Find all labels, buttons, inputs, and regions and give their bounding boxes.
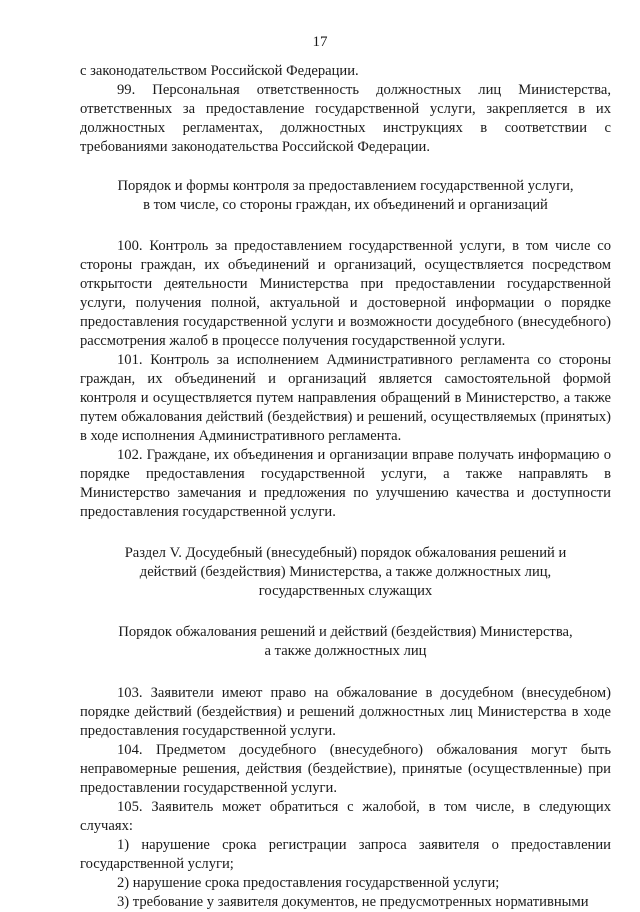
paragraph-100: 100. Контроль за предоставлением государственной услуги, в том числе со стороны граждан, их объединений и организаций, осуществляется посредством открытости деятельности Министерства при предоставлении государственной услуги, получения полной, актуальной и достоверной информации о порядке предоставления государственной услуги и возможности досудебного (внесудебного) рассмотрения жалоб в процессе получения государственной услуги. bbox=[80, 238, 611, 349]
paragraph-105: 105. Заявитель может обратиться с жалобой, в том числе, в следующих случаях: bbox=[80, 799, 611, 834]
list-item-1: 1) нарушение срока регистрации запроса заявителя о предоставлении государственной услуги; bbox=[80, 837, 611, 872]
list-item-2: 2) нарушение срока предоставления государственной услуги; bbox=[117, 875, 500, 891]
paragraph-103: 103. Заявители имеют право на обжалование в досудебном (внесудебном) порядке действий (бездействия) и решений должностных лиц Министерства в ходе предоставления государственной услуги. bbox=[80, 685, 611, 739]
paragraph-continuation: с законодательством Российской Федерации. bbox=[80, 63, 359, 79]
paragraph-99: 99. Персональная ответственность должностных лиц Министерства, ответственных за предоставление государственной услуги, закрепляется в их должностных регламентах, должностных инструкциях в соответствии с требованиями законодательства Российской Федерации. bbox=[80, 82, 611, 155]
list-item-3: 3) требование у заявителя документов, не предусмотренных нормативными bbox=[117, 894, 589, 910]
paragraph-104: 104. Предметом досудебного (внесудебного) обжалования могут быть неправомерные решения, действия (бездействие), принятые (осуществленные) при предоставлении государственной услуги. bbox=[80, 742, 611, 796]
section-heading-part-v: Раздел V. Досудебный (внесудебный) порядок обжалования решений и действий (бездействия) Министерства, а также должностных лиц, государственных служащих bbox=[124, 545, 567, 599]
document-body bbox=[80, 62, 611, 912]
paragraph-102: 102. Граждане, их объединения и организации вправе получать информацию о порядке предоставления государственной услуги, а также направлять в Министерство замечания и предложения по улучшению качества и доступности предоставления государственной услуги. bbox=[80, 447, 611, 520]
page-number: 17 bbox=[312, 34, 328, 50]
section-heading-appeal-procedure: Порядок обжалования решений и действий (бездействия) Министерства, а также должностных лиц bbox=[118, 624, 573, 659]
section-heading-control: Порядок и формы контроля за предоставлением государственной услуги, в том числе, со стороны граждан, их объединений и организаций bbox=[117, 178, 574, 213]
paragraph-101: 101. Контроль за исполнением Административного регламента со стороны граждан, их объединений и организаций является самостоятельной формой контроля и осуществляется путем направления обращений в Министерство, а также путем обжалования действий (бездействия) и решений, осуществляемых (принятых) в ходе исполнения Административного регламента. bbox=[80, 352, 611, 444]
